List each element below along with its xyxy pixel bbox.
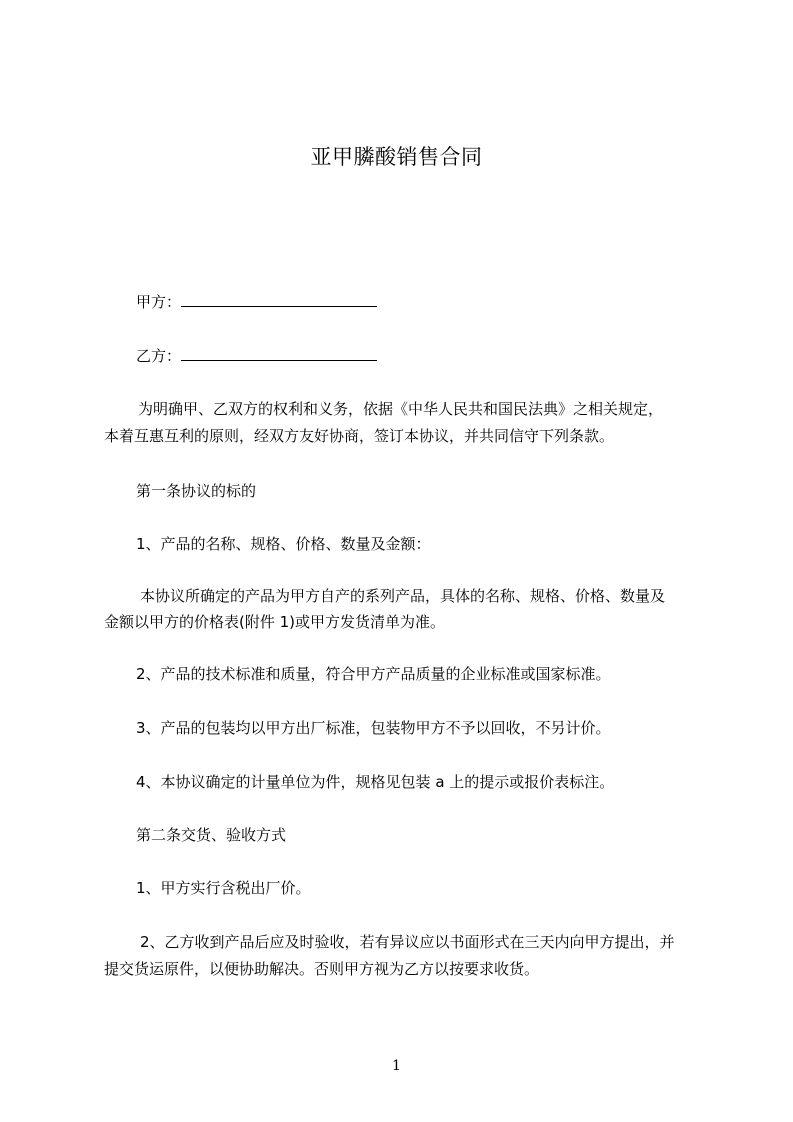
page-number: 1 <box>392 1058 401 1074</box>
article-1-heading: 第一条协议的标的 <box>136 482 257 500</box>
intro-paragraph-line-2: 本着互惠互利的原则，经双方友好协商，签订本协议，并共同信守下列条款。 <box>104 427 615 445</box>
article-1-item-3: 3、产品的包装均以甲方出厂标准，包装物甲方不予以回收，不另计价。 <box>136 719 611 737</box>
document-title: 亚甲膦酸销售合同 <box>310 145 483 169</box>
article-1-item-1-body-line-2: 金额以甲方的价格表(附件 1)或甲方发货清单为准。 <box>104 613 446 631</box>
article-2-item-2-line-1: 2、乙方收到产品后应及时验收，若有异议应以书面形式在三天内向甲方提出，并 <box>140 933 675 951</box>
party-a-blank <box>181 291 377 307</box>
article-2-heading: 第二条交货、验收方式 <box>136 826 287 844</box>
party-b-label: 乙方： <box>136 347 182 365</box>
article-1-item-4: 4、本协议确定的计量单位为件，规格见包装 a 上的提示或报价表标注。 <box>136 773 615 791</box>
party-b-line <box>136 345 377 366</box>
party-b-blank <box>181 345 377 361</box>
article-1-item-1-heading: 1、产品的名称、规格、价格、数量及金额： <box>136 535 431 553</box>
article-1-item-2: 2、产品的技术标准和质量，符合甲方产品质量的企业标准或国家标准。 <box>136 665 611 683</box>
article-2-item-2-line-2: 提交货运原件，以便协助解决。否则甲方视为乙方以按要求收货。 <box>104 960 540 978</box>
intro-paragraph-line-1: 为明确甲、乙双方的权利和义务，依据《中华人民共和国民法典》之相关规定， <box>138 400 664 418</box>
party-a-label: 甲方： <box>136 293 182 311</box>
party-a-line <box>136 291 377 312</box>
article-1-item-1-body-line-1: 本协议所确定的产品为甲方自产的系列产品，具体的名称、规格、价格、数量及 <box>140 587 666 605</box>
article-2-item-1: 1、甲方实行含税出厂价。 <box>136 879 311 897</box>
